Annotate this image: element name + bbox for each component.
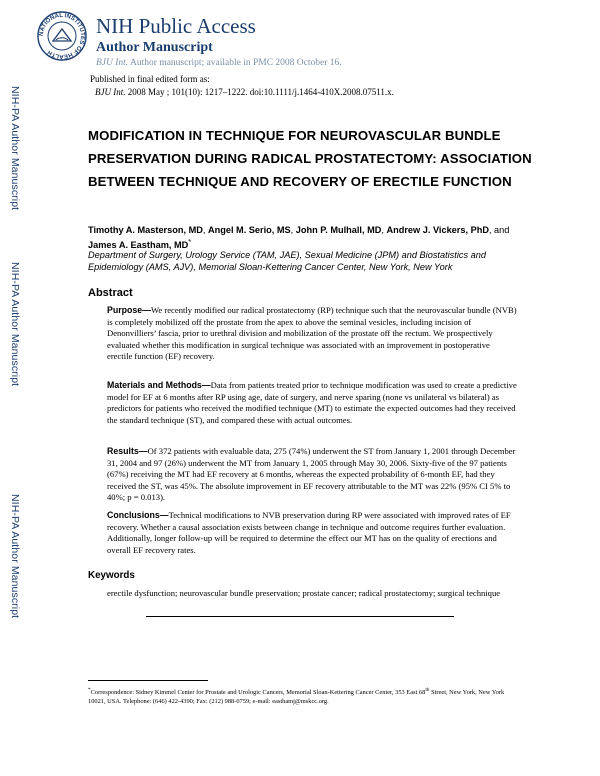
nih-seal-icon	[36, 10, 88, 62]
sidebar-label-1: NIH-PA Author Manuscript	[9, 86, 21, 211]
footnote-rest: Street, New York, New York 10021, USA. Telephone: (646) 422-4390; Fax: (212) 988-0759; e-mail: easthamj@mskcc.org.	[88, 689, 505, 706]
nih-logo	[36, 10, 88, 62]
section-label: Results—	[107, 446, 148, 456]
section-label: Materials and Methods—	[107, 380, 211, 390]
section-text: Of 372 patients with evaluable data, 275 (74%) underwent the ST from January 1, 2001 through December 31, 2004 and 97 (26%) underwent the MT from January 1, 2005 through May 30, 2006. Sixty-five of the 97 patients (67%) receiving the MT had EF recovery at 6 months, whereas the expected probability of 6-month EF, had they received the ST, was 45%. The absolute improvement in EF recovery attributable to the MT was 22% (95% CI 5% to 40%; p = 0.013).	[107, 446, 516, 503]
svg-text:NATIONAL INSTITUTES OF HEALTH	[39, 13, 85, 59]
abstract-methods	[107, 380, 517, 426]
author: James A. Eastham, MD	[88, 240, 189, 251]
header-subtitle: Author Manuscript	[96, 40, 213, 55]
section-text: We recently modified our radical prostatectomy (RP) technique such that the neurovascular bundle (NVB) is completely mobilized off the prostate from the apex to above the seminal vesicles, including incision of Denonvilliers’ fascia, prior to urethral division and mobilization of the prostate off the rectum. We prospectively evaluated whether this modification in surgical technique was associated with an improvement in postoperative erectile function (EF) recovery.	[107, 305, 517, 362]
citation	[90, 86, 394, 99]
section-text: Data from patients treated prior to technique modification was used to create a predictive model for EF at 6 months after RP using age, date of surgery, and nerve sparing (none vs unilateral vs bilateral) as predictors for patients who received the modified technique (MT) to estimate the expected outcomes had they received the standard technique (ST), and compared these with actual outcomes.	[107, 380, 517, 425]
footnote-divider	[88, 680, 208, 681]
keywords-text: erectile dysfunction; neurovascular bundle preservation; prostate cancer; radical prostatectomy; surgical technique	[107, 588, 501, 598]
citation-details: 2008 May ; 101(10): 1217–1222. doi:10.1111/j.1464-410X.2008.07511.x.	[125, 87, 394, 97]
citation-journal: BJU Int.	[95, 87, 126, 97]
header-journal: BJU Int.	[96, 58, 129, 68]
sidebar-watermarks	[0, 0, 25, 776]
sidebar-label-2: NIH-PA Author Manuscript	[9, 262, 21, 387]
sidebar-label-3: NIH-PA Author Manuscript	[9, 494, 21, 619]
section-divider	[146, 616, 454, 617]
affiliation: Department of Surgery, Urology Service (TAM, JAE), Sexual Medicine (JPM) and Biostatistics and Epidemiology (AMS, AJV), Memorial Sloan-Kettering Cancer Center, New York, New York	[88, 250, 486, 272]
correspondence-footnote	[88, 686, 508, 706]
corresponding-author-mark: *	[188, 237, 192, 246]
header-title: NIH Public Access	[96, 14, 256, 38]
header-availability	[96, 58, 342, 68]
article-title: MODIFICATION IN TECHNIQUE FOR NEUROVASCULAR BUNDLE PRESERVATION DURING RADICAL PROSTATECTOMY: ASSOCIATION BETWEEN TECHNIQUE AND RECOVERY OF ERECTILE FUNCTION	[88, 128, 532, 189]
section-label: Purpose—	[107, 305, 151, 315]
abstract-conclusions	[107, 510, 517, 556]
logo-ring-text: NATIONAL INSTITUTES OF HEALTH	[38, 12, 86, 60]
abstract-results	[107, 446, 517, 504]
header-availability-text: Author manuscript; available in PMC 2008 October 16.	[128, 58, 342, 68]
published-in-label: Published in final edited form as:	[90, 74, 210, 84]
author-list: Timothy A. Masterson, MD, Angel M. Serio, MS, John P. Mulhall, MD, Andrew J. Vickers, PhD, and James A. Eastham, MD*	[88, 225, 510, 251]
abstract-purpose	[107, 305, 517, 363]
publication-info	[90, 73, 394, 99]
section-label: Conclusions—	[107, 510, 169, 520]
footnote-lead: Correspondence: Sidney Kimmel Center for Prostate and Urologic Cancers, Memorial Sloan-Kettering Cancer Center, 353 East 68	[90, 689, 426, 697]
authors-and: , and	[488, 225, 510, 235]
keywords-heading: Keywords	[88, 570, 135, 581]
abstract-heading: Abstract	[88, 287, 133, 299]
author: John P. Mulhall, MD	[295, 225, 382, 235]
author: Timothy A. Masterson, MD	[88, 225, 203, 235]
footnote-mark: *	[88, 687, 91, 693]
section-text: Technical modifications to NVB preservation during RP were associated with improved rates of EF recovery. Whether a causal association exists between change in technique and outcome requires further evaluation. Additionally, longer follow-up will be required to determine the effect our MT has on the quality of erections and overall EF recovery rates.	[107, 510, 511, 555]
author: Andrew J. Vickers, PhD	[386, 225, 489, 235]
footnote-sup: th	[425, 687, 430, 693]
author: Angel M. Serio, MS	[207, 225, 291, 235]
